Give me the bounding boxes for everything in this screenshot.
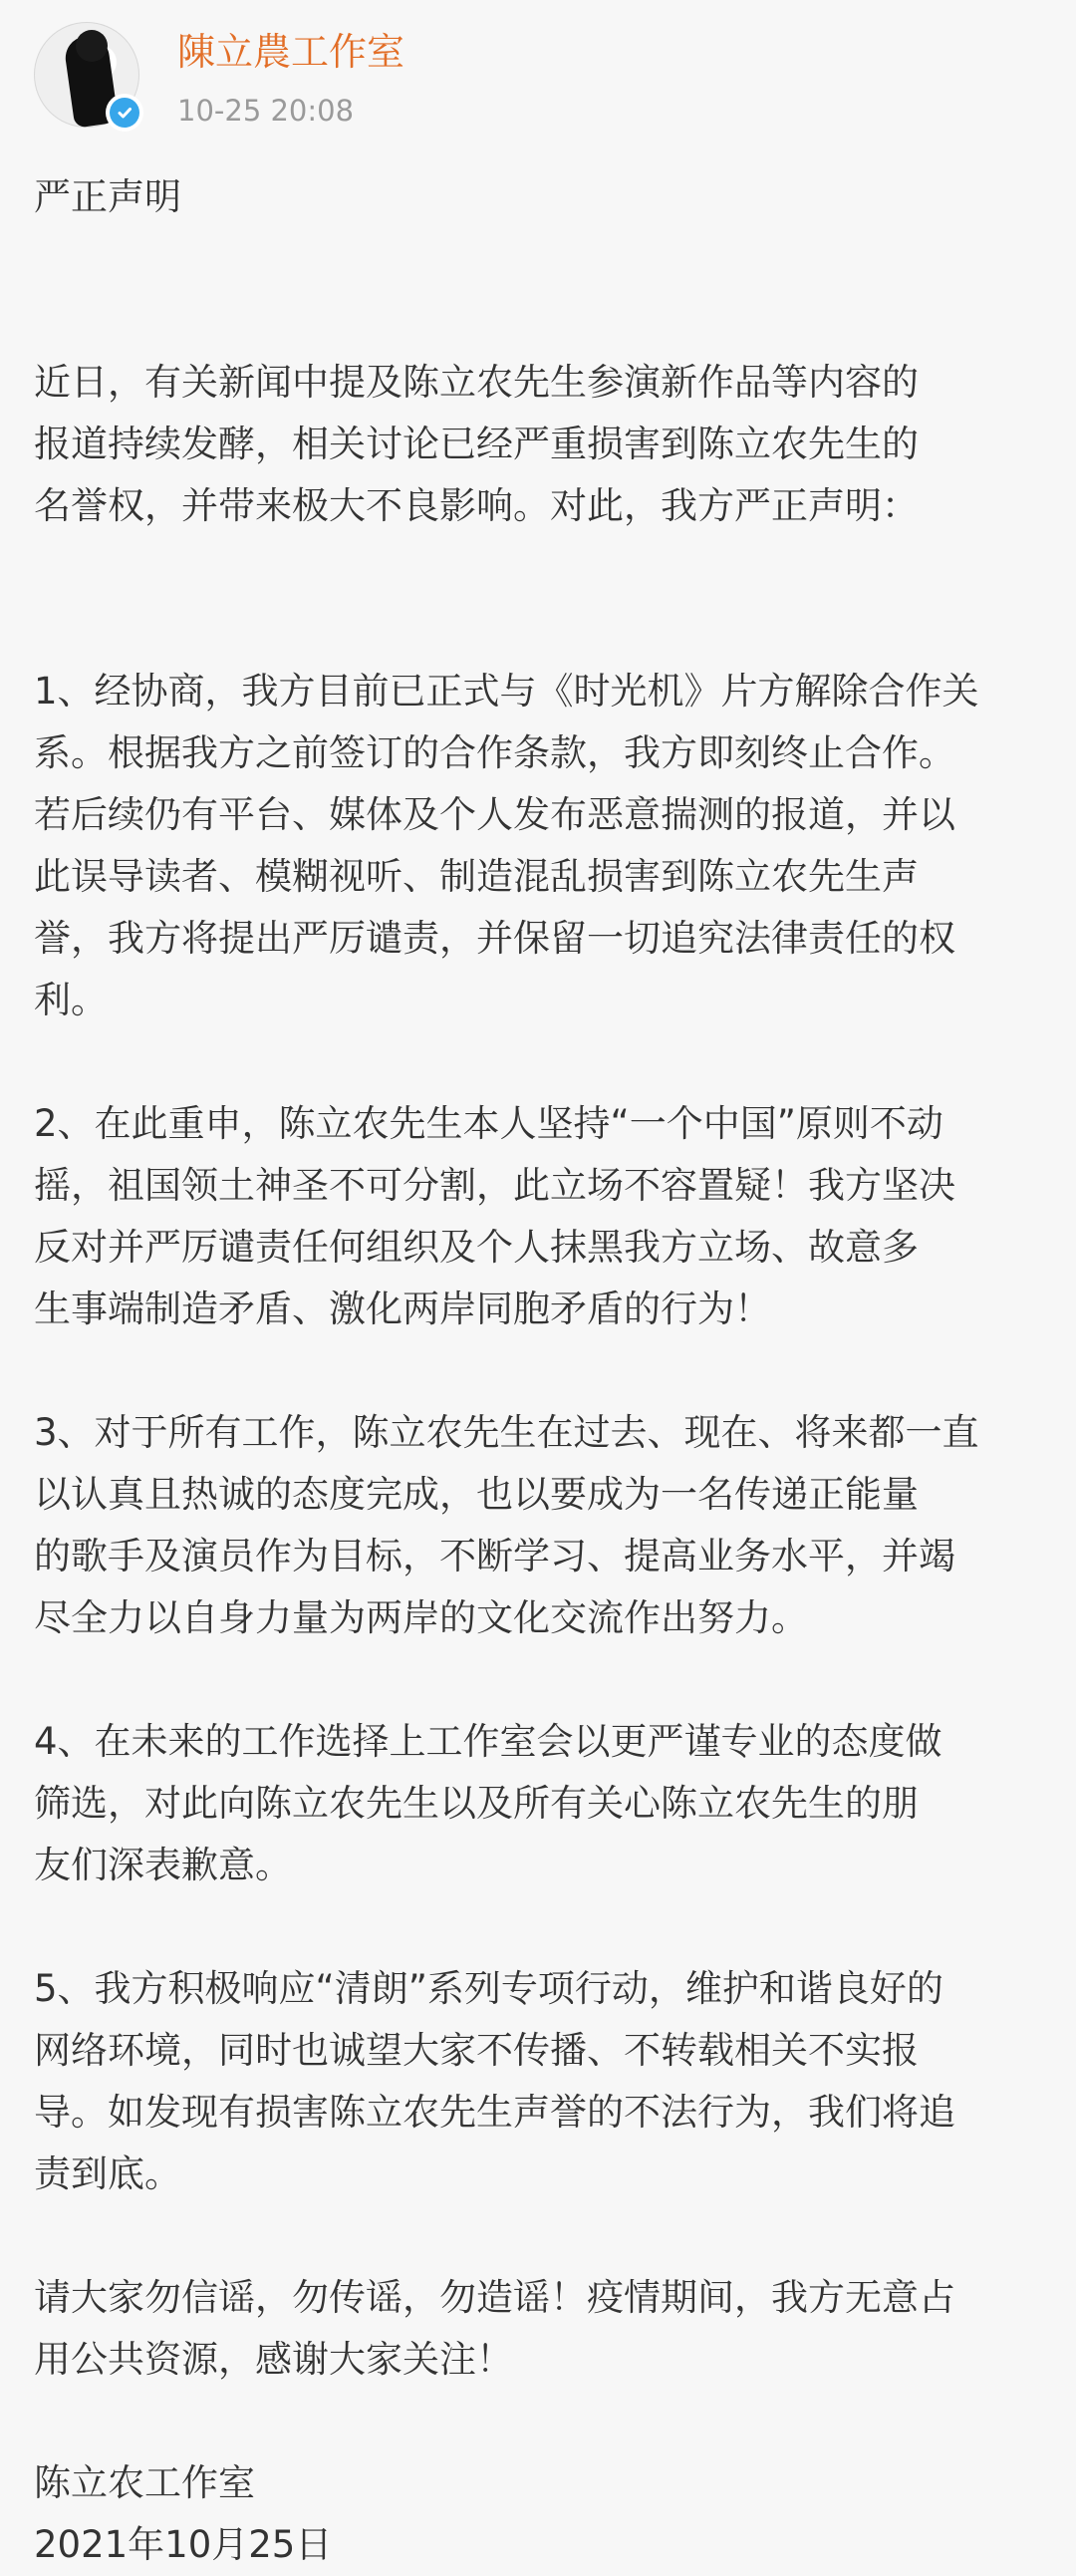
body-line: 名誉权，并带来极大不良影响。对此，我方严正声明：	[34, 484, 919, 527]
body-line: 摇，祖国领土神圣不可分割，此立场不容置疑！我方坚决	[34, 1164, 955, 1207]
body-line: 生事端制造矛盾、激化两岸同胞矛盾的行为！	[34, 1288, 771, 1330]
body-line: 系。根据我方之前签订的合作条款，我方即刻终止合作。	[34, 731, 955, 774]
post-body	[34, 166, 1040, 2576]
avatar-figure-head	[76, 30, 108, 62]
body-line: 誉，我方将提出严厉谴责，并保留一切追究法律责任的权	[34, 917, 955, 960]
body-line: 1、经协商，我方目前已正式与《时光机》片方解除合作关	[34, 670, 979, 713]
body-line: 利。	[34, 979, 108, 1021]
body-line: 5、我方积极响应“清朗”系列专项行动，维护和谐良好的	[34, 1967, 943, 2010]
body-line: 报道持续发酵，相关讨论已经严重损害到陈立农先生的	[34, 423, 919, 465]
body-line: 近日，有关新闻中提及陈立农先生参演新作品等内容的	[34, 361, 919, 404]
body-line: 网络环境，同时也诚望大家不传播、不转载相关不实报	[34, 2029, 919, 2072]
body-line: 尽全力以自身力量为两岸的文化交流作出努力。	[34, 1596, 808, 1639]
author-name[interactable]: 陳立農工作室	[177, 30, 405, 74]
body-line: 导。如发现有损害陈立农先生声誉的不法行为，我们将追	[34, 2091, 955, 2134]
statement-title: 严正声明	[34, 175, 181, 218]
body-line: 3、对于所有工作，陈立农先生在过去、现在、将来都一直	[34, 1411, 979, 1454]
body-line: 2、在此重申，陈立农先生本人坚持“一个中国”原则不动	[34, 1102, 943, 1145]
body-line: 用公共资源，感谢大家关注！	[34, 2338, 513, 2381]
signature: 陈立农工作室	[34, 2461, 255, 2504]
post-timestamp: 10-25 20:08	[177, 94, 355, 128]
body-line: 此误导读者、模糊视听、制造混乱损害到陈立农先生声	[34, 855, 919, 898]
body-line: 请大家勿信谣，勿传谣，勿造谣！疫情期间，我方无意占	[34, 2276, 955, 2319]
body-line: 的歌手及演员作为目标，不断学习、提高业务水平，并竭	[34, 1535, 955, 1577]
body-line: 责到底。	[34, 2152, 181, 2195]
statement-date: 2021年10月25日	[34, 2523, 333, 2566]
verified-badge	[106, 94, 143, 132]
body-line: 以认真且热诚的态度完成，也以要成为一名传递正能量	[34, 1473, 919, 1516]
body-line: 反对并严厉谴责任何组织及个人抹黑我方立场、故意多	[34, 1226, 919, 1269]
verified-check-icon	[110, 98, 139, 128]
body-line: 若后续仍有平台、媒体及个人发布恶意揣测的报道，并以	[34, 793, 955, 836]
post-header	[34, 22, 1030, 132]
body-line: 友们深表歉意。	[34, 1844, 292, 1886]
body-line: 4、在未来的工作选择上工作室会以更严谨专业的态度做	[34, 1720, 942, 1763]
body-line: 筛选，对此向陈立农先生以及所有关心陈立农先生的朋	[34, 1782, 919, 1825]
